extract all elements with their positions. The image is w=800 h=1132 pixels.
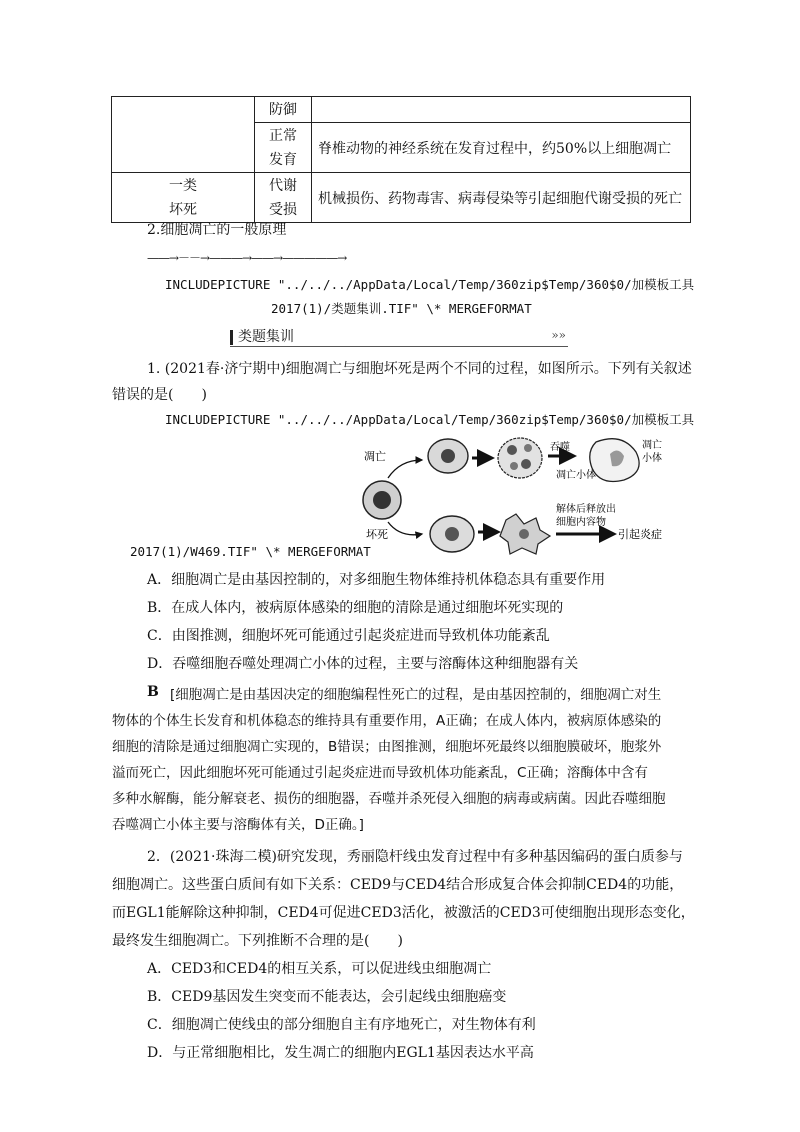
apoptotic-body-icon [524,444,532,452]
table-cell-category [112,97,255,173]
inflammation-label: 引起炎症 [618,528,662,541]
band-title: 类题集训 [238,329,294,345]
apoptotic-body-icon [521,459,531,469]
apoptotic-body-icon [507,445,517,455]
table-cell-category: 一类坏死 [112,173,255,223]
answer-letter: B [147,684,159,700]
option-d: D．吞噬细胞吞噬处理凋亡小体的过程，主要与溶酶体这种细胞器有关 [147,656,579,672]
include-field-line: 2017(1)/W469.TIF" \* MERGEFORMAT [130,544,371,559]
option-c: C．细胞凋亡使线虫的部分细胞自主有序地死亡，对生物体有利 [147,1017,536,1033]
phagocytosis-label: 吞噬 [550,442,570,453]
apoptotic-body-label: 凋亡小体 [556,470,596,481]
question-1-stem: 1. (2021春·济宁期中)细胞凋亡与细胞坏死是两个不同的过程，如图所示。下列有关叙述 [147,361,692,377]
question-2-stem: 最终发生细胞凋亡。下列推断不合理的是( ) [112,933,403,949]
table-cell-example [312,97,691,123]
include-field-line: 2017(1)/类题集训.TIF" \* MERGEFORMAT [271,301,532,316]
option-a: A．细胞凋亡是由基因控制的，对多细胞生物体维持机体稳态具有重要作用 [147,572,606,588]
apoptotic-body-icon [510,462,518,470]
release-label: 解体后释放出 [556,504,616,515]
condensed-nucleus-icon [441,449,455,463]
question-2-stem: 而EGL1能解除这种抑制，CED4可促进CED3活化，被激活的CED3可使细胞出现形态变化， [112,905,695,921]
table-cell-example: 脊椎动物的神经系统在发育过程中，约50%以上细胞凋亡 [312,123,691,173]
answer-line: 细胞的清除是通过细胞凋亡实现的，B错误；由图推测，细胞坏死最终以细胞膜破坏，胞浆外 [112,739,662,755]
table-cell-example: 机械损伤、药物毒害、病毒侵染等引起细胞代谢受损的死亡 [312,173,691,223]
apoptosis-arrow [388,460,422,478]
answer-line: 溢而死亡，因此细胞坏死可能通过引起炎症进而导致机体功能紊乱，C正确；溶酶体中含有 [112,765,648,781]
option-c: C．由图推测，细胞坏死可能通过引起炎症进而导致机体功能紊乱 [147,628,550,644]
answer-line: 吞噬凋亡小体主要与溶酶体有关，D正确。] [112,817,364,833]
answer-line: [细胞凋亡是由基因决定的细胞编程性死亡的过程，是由基因控制的，细胞凋亡对生 [170,687,662,703]
option-b: B．在成人体内，被病原体感染的细胞的清除是通过细胞坏死实现的 [147,600,564,616]
right-body-label: 凋亡 [642,440,662,451]
question-2-stem: 细胞凋亡。这些蛋白质间有如下关系：CED9与CED4结合形成复合体会抑制CED4的功能， [112,877,684,893]
include-field-line: INCLUDEPICTURE "../../../AppData/Local/Temp/360zip$Temp/360$0/加模板工具 [165,412,695,427]
option-b: B．CED9基因发生突变而不能表达，会引起线虫细胞癌变 [147,989,507,1005]
table-cell-type: 代谢受损 [255,173,312,223]
question-2-stem: 2．(2021·珠海二模)研究发现，秀丽隐杆线虫发育过程中有多种基因编码的蛋白质参与 [147,849,683,865]
section-band [230,330,568,347]
nucleus-icon [445,527,459,541]
chevrons-icon: »» [551,328,566,342]
section-heading: 2.细胞凋亡的一般原理 [147,222,287,238]
table-row [112,97,691,123]
answer-line: 多种水解酶，能分解衰老、损伤的细胞器，吞噬并杀死侵入细胞的病毒或病菌。因此吞噬细胞 [112,791,666,807]
nucleus-icon [373,491,391,509]
answer-line: 物体的个体生长发育和机体稳态的维持具有重要作用，A正确；在成人体内，被病原体感染的 [112,713,662,729]
option-a: A．CED3和CED4的相互关系，可以促进线虫细胞凋亡 [147,961,492,977]
apoptosis-necrosis-figure [360,430,690,560]
table-cell-type: 防御 [255,97,312,123]
classification-table [111,96,691,223]
necrosis-arrow [388,522,422,535]
arrow-chain: ——→－－→———→——→—————→ [147,251,347,265]
nucleus-icon [519,529,529,539]
fragmenting-cell [498,438,542,478]
right-body-label: 小体 [642,453,662,464]
table-cell-type: 正常发育 [255,123,312,173]
option-d: D．与正常细胞相比，发生凋亡的细胞内EGL1基因表达水平高 [147,1045,534,1061]
necrosis-label: 坏死 [366,528,388,541]
apoptosis-label: 凋亡 [364,450,386,463]
release-label: 细胞内容物 [556,517,606,528]
question-1-stem: 错误的是( ) [112,387,207,403]
include-field-line: INCLUDEPICTURE "../../../AppData/Local/Temp/360zip$Temp/360$0/加模板工具 [165,277,695,292]
band-marker [230,330,233,345]
